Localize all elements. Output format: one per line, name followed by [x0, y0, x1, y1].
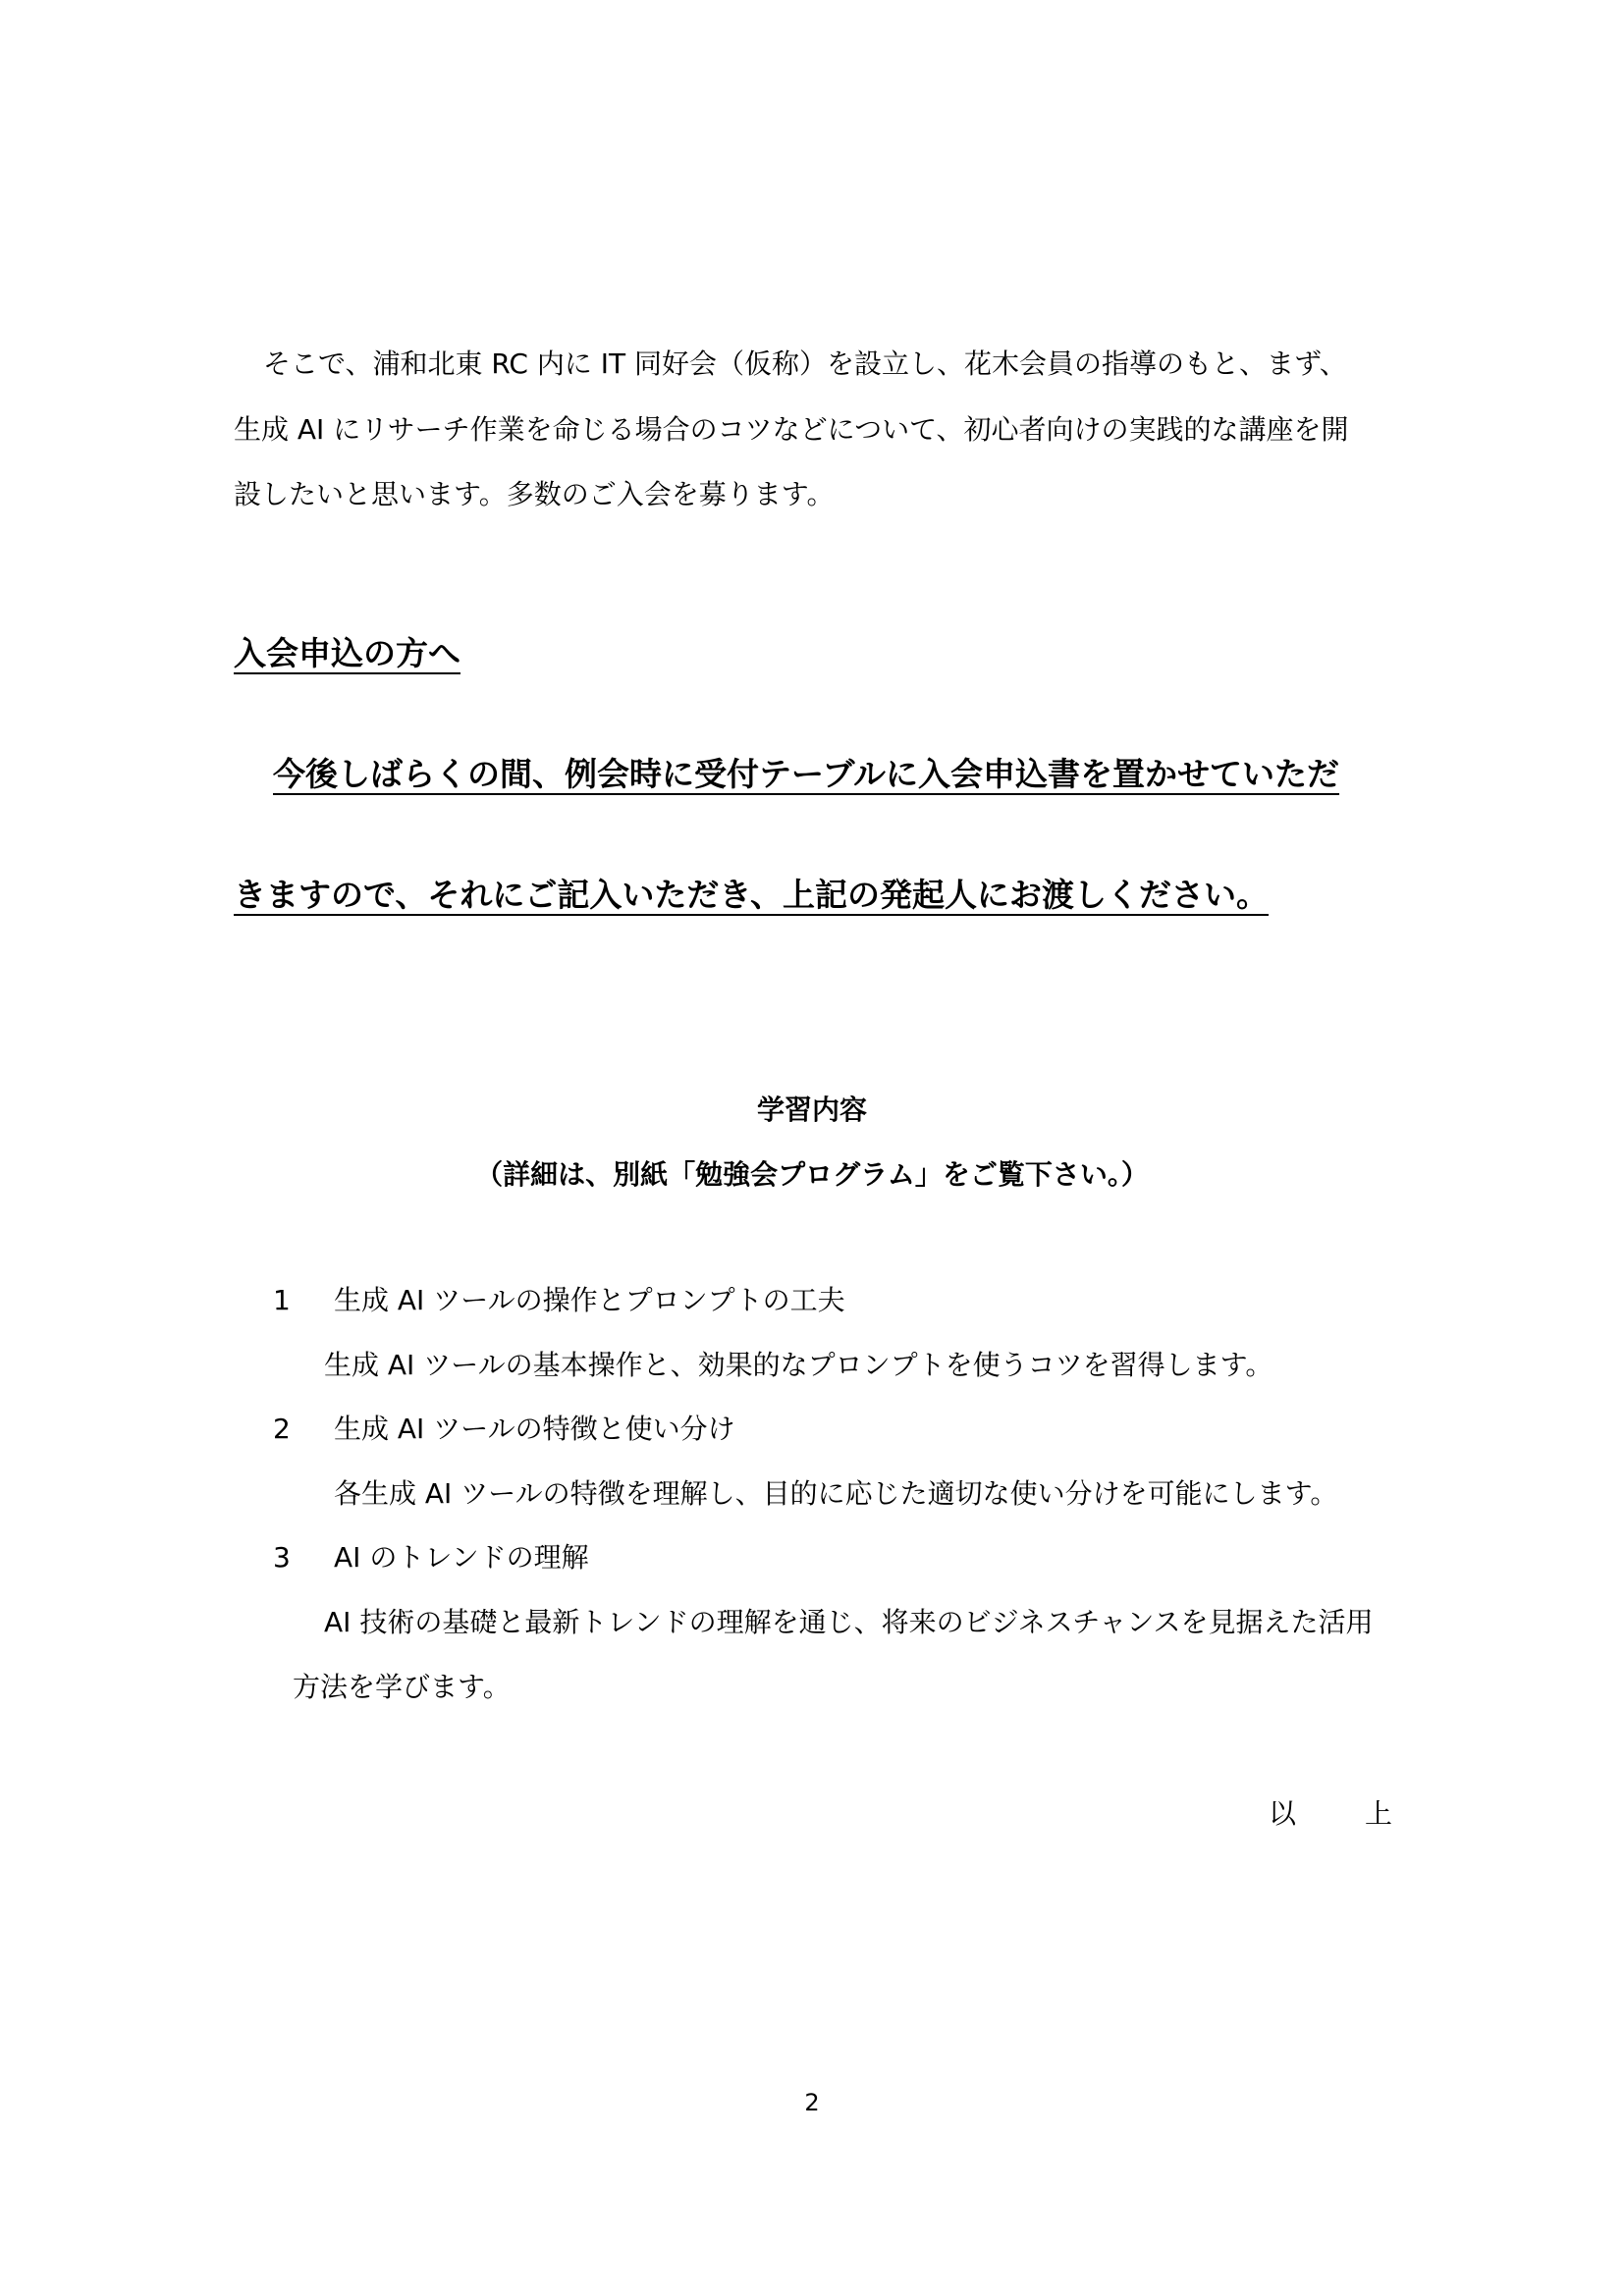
curriculum-subtitle: （詳細は、別紙「勉強会プログラム」をご覧下さい。） [475, 1158, 1149, 1191]
curriculum-item-1 [273, 1279, 845, 1318]
application-notice-line-1: 今後しばらくの間、例会時に受付テーブルに入会申込書を置かせていただ [273, 755, 1340, 793]
curriculum-item-1-description: 生成 AI ツールの基本操作と、効果的なプロンプトを使うコツを習得します。 [324, 1349, 1273, 1381]
application-heading: 入会申込の方へ [234, 634, 460, 672]
curriculum-item-2 [273, 1408, 735, 1447]
page-number: 2 [804, 2089, 820, 2116]
curriculum-item-3-description-line-1: AI 技術の基礎と最新トレンドの理解を通じ、将来のビジネスチャンスを見据えた活用 [324, 1606, 1374, 1638]
closing-mark [1269, 1792, 1392, 1832]
item-number: 3 [273, 1541, 291, 1574]
closing-right: 上 [1365, 1797, 1393, 1830]
curriculum-title: 学習内容 [756, 1094, 867, 1126]
curriculum-item-3-description-line-2: 方法を学びます。 [293, 1671, 511, 1703]
item-title: 生成 AI ツールの特徴と使い分け [334, 1413, 735, 1445]
item-number: 2 [273, 1413, 291, 1445]
curriculum-item-2-description: 各生成 AI ツールの特徴を理解し、目的に応じた適切な使い分けを可能にします。 [334, 1477, 1338, 1510]
closing-left: 以 [1269, 1797, 1297, 1830]
item-title: 生成 AI ツールの操作とプロンプトの工夫 [334, 1284, 845, 1316]
item-number: 1 [273, 1284, 291, 1316]
application-notice-line-2: きますので、それにご記入いただき、上記の発起人にお渡しください。 [234, 876, 1270, 914]
intro-line-3: 設したいと思います。多数のご入会を募ります。 [234, 478, 835, 510]
item-title: AI のトレンドの理解 [334, 1541, 589, 1574]
intro-line-1: そこで、浦和北東 RC 内に IT 同好会（仮称）を設立し、花木会員の指導のもと、まず、 [263, 347, 1347, 380]
intro-line-2: 生成 AI にリサーチ作業を命じる場合のコツなどについて、初心者向けの実践的な講座を開 [234, 413, 1349, 446]
curriculum-item-3 [273, 1536, 589, 1575]
